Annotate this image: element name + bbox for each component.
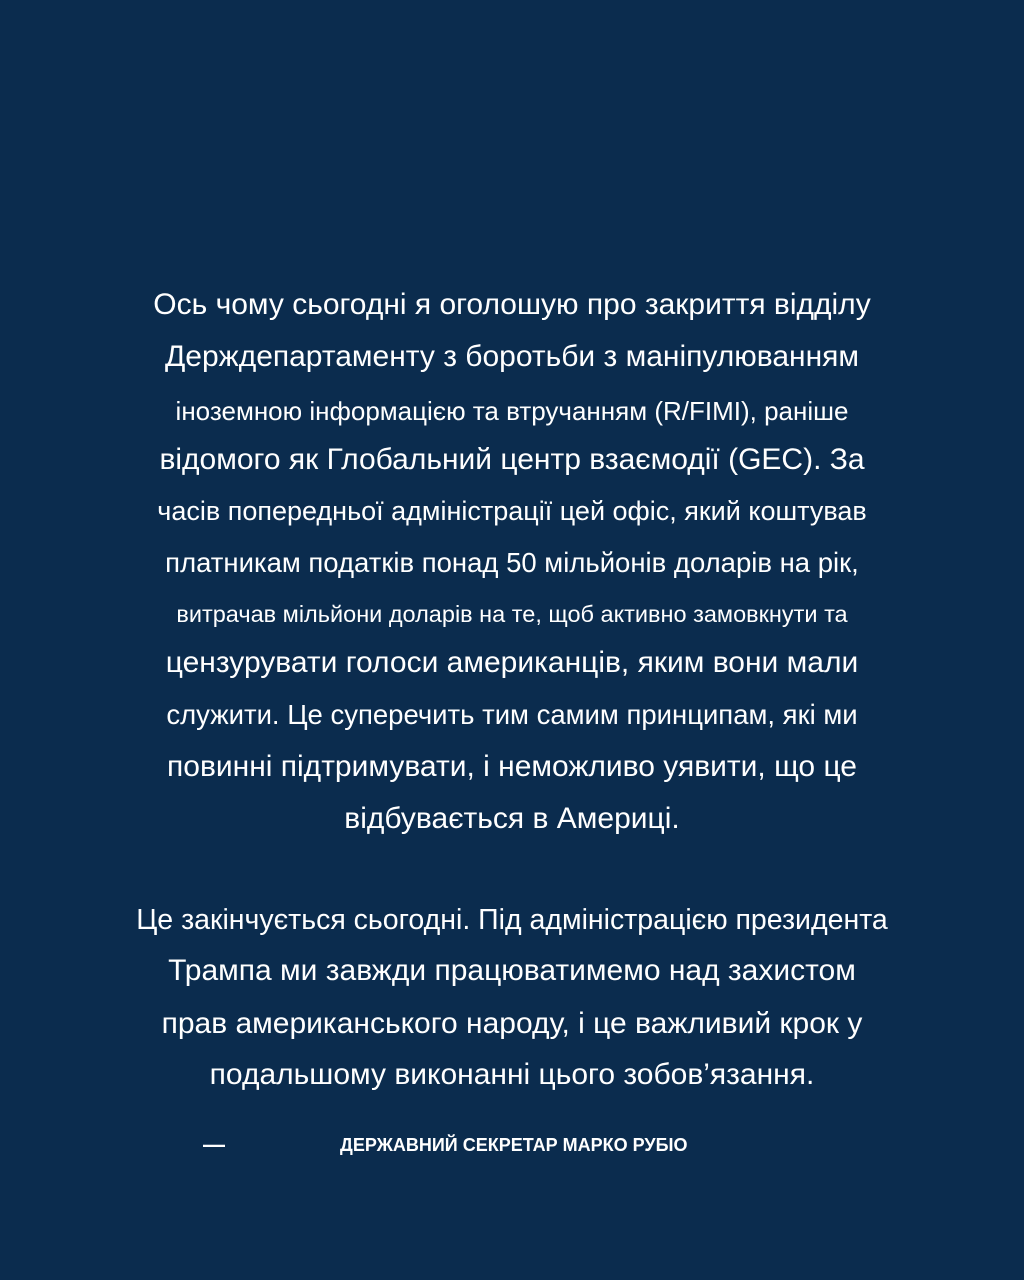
statement-line: іноземною інформацією та втручанням (R/FIMI), раніше bbox=[175, 396, 849, 426]
statement-line: цензурувати голоси американців, яким вони мали bbox=[165, 646, 859, 679]
statement-line: Держдепартаменту з боротьби з маніпулюванням bbox=[164, 340, 860, 373]
statement-line: відбувається в Америці. bbox=[344, 802, 680, 835]
statement-line: Ось чому сьогодні я оголошую про закриття відділу bbox=[153, 288, 871, 321]
attribution-dash: — bbox=[203, 1132, 225, 1157]
statement-line: відомого як Глобальний центр взаємодії (GEC). За bbox=[159, 443, 865, 476]
statement-line: прав американського народу, і це важливий крок у bbox=[161, 1007, 863, 1040]
statement-line: платникам податків понад 50 мільйонів доларів на рік, bbox=[165, 547, 859, 578]
statement-line: витрачав мільйони доларів на те, щоб активно замовкнути та bbox=[176, 601, 848, 627]
statement-line: Трампа ми завжди працюватимемо над захистом bbox=[168, 954, 856, 987]
attribution-name: ДЕРЖАВНИЙ СЕКРЕТАР МАРКО РУБІО bbox=[340, 1135, 688, 1155]
statement-line: подальшому виконанні цього зобов’язання. bbox=[209, 1058, 815, 1091]
attribution bbox=[0, 1130, 1024, 1160]
statement-line: повинні підтримувати, і неможливо уявити, що це bbox=[167, 750, 857, 783]
statement-line: Це закінчується сьогодні. Під адміністрацією президента bbox=[136, 904, 888, 936]
statement-line: служити. Це суперечить тим самим принципам, які ми bbox=[166, 699, 858, 730]
statement-line: часів попередньої адміністрації цей офіс, який коштував bbox=[157, 496, 867, 526]
